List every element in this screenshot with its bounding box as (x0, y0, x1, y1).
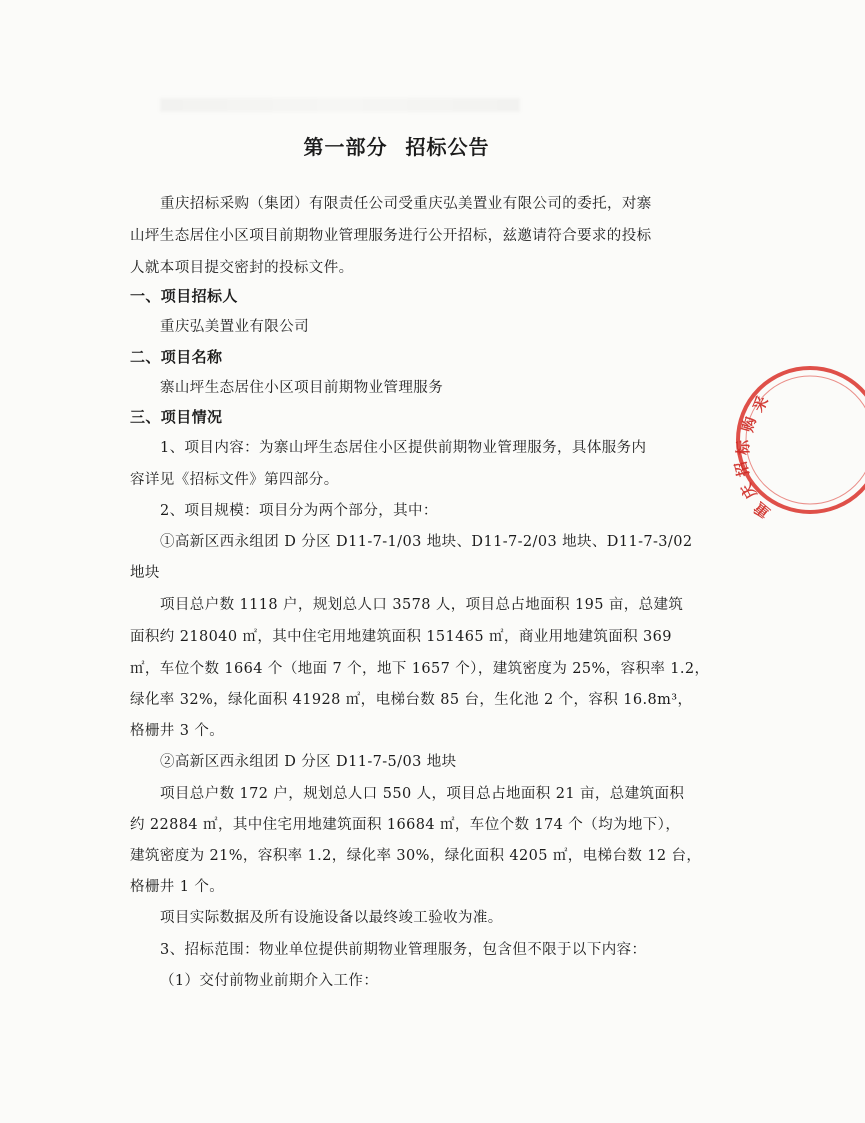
intro-line-3: 人就本项目提交密封的投标文件。 (130, 260, 354, 276)
section-heading-project-info: 三、项目情况 (130, 408, 223, 426)
plot-a-line-1: ①高新区西永组团 D 分区 D11-7-1/03 地块、D11-7-2/03 地块、D11-7-3/02 (160, 534, 693, 550)
scope-line: 3、招标范围：物业单位提供前期物业管理服务，包含但不限于以下内容： (160, 942, 647, 958)
intro-line-1: 重庆招标采购（集团）有限责任公司受重庆弘美置业有限公司的委托，对寨 (160, 196, 652, 212)
svg-text:庆: 庆 (737, 479, 761, 502)
svg-text:重: 重 (750, 498, 774, 522)
bleed-through-shadow (160, 98, 520, 112)
page-title: 第一部分 招标公告 (303, 135, 490, 159)
svg-text:标: 标 (734, 439, 752, 455)
plot-b-line: ②高新区西永组团 D 分区 D11-7-5/03 地块 (160, 754, 457, 770)
intro-line-2: 山坪生态居住小区项目前期物业管理服务进行公开招标，兹邀请符合要求的投标 (130, 228, 652, 244)
section-heading-tenderer: 一、项目招标人 (130, 287, 238, 305)
plot-a-detail-3: ㎡，车位个数 1664 个（地面 7 个，地下 1657 个），建筑密度为 25%，容积率 1.2， (130, 661, 710, 677)
plot-b-detail-4: 格栅井 1 个。 (130, 879, 225, 895)
scope-item-1: （1）交付前物业前期介入工作： (160, 973, 379, 989)
svg-text:采: 采 (748, 392, 772, 415)
actual-data-note: 项目实际数据及所有设施设备以最终竣工验收为准。 (160, 910, 503, 926)
plot-b-detail-3: 建筑密度为 21%，容积率 1.2，绿化率 30%，绿化面积 4205 ㎡，电梯台数 12 台， (130, 848, 702, 864)
content-line-2: 容详见《招标文件》第四部分。 (130, 472, 339, 488)
plot-b-detail-1: 项目总户数 172 户，规划总人口 550 人，项目总占地面积 21 亩，总建筑面积 (160, 786, 685, 802)
svg-text:招: 招 (731, 459, 753, 479)
plot-a-detail-4: 绿化率 32%，绿化面积 41928 ㎡，电梯台数 85 台，生化池 2 个，容积 16.8m³， (130, 692, 693, 708)
content-line-1: 1、项目内容：为寨山坪生态居住小区提供前期物业管理服务，具体服务内 (160, 440, 647, 456)
plot-a-line-2: 地块 (130, 565, 160, 581)
scale-line: 2、项目规模：项目分为两个部分，其中： (160, 503, 438, 519)
tenderer-name: 重庆弘美置业有限公司 (160, 319, 309, 335)
company-seal-stamp (731, 355, 865, 525)
section-heading-project-name: 二、项目名称 (130, 348, 223, 366)
plot-b-detail-2: 约 22884 ㎡，其中住宅用地建筑面积 16684 ㎡，车位个数 174 个（均为地下）， (130, 817, 681, 833)
plot-a-detail-2: 面积约 218040 ㎡，其中住宅用地建筑面积 151465 ㎡，商业用地建筑面积 369 (130, 629, 672, 645)
project-name: 寨山坪生态居住小区项目前期物业管理服务 (160, 380, 444, 396)
plot-a-detail-5: 格栅井 3 个。 (130, 723, 225, 739)
svg-text:购: 购 (738, 414, 760, 435)
plot-a-detail-1: 项目总户数 1118 户，规划总人口 3578 人，项目总占地面积 195 亩，总建筑 (160, 597, 684, 613)
